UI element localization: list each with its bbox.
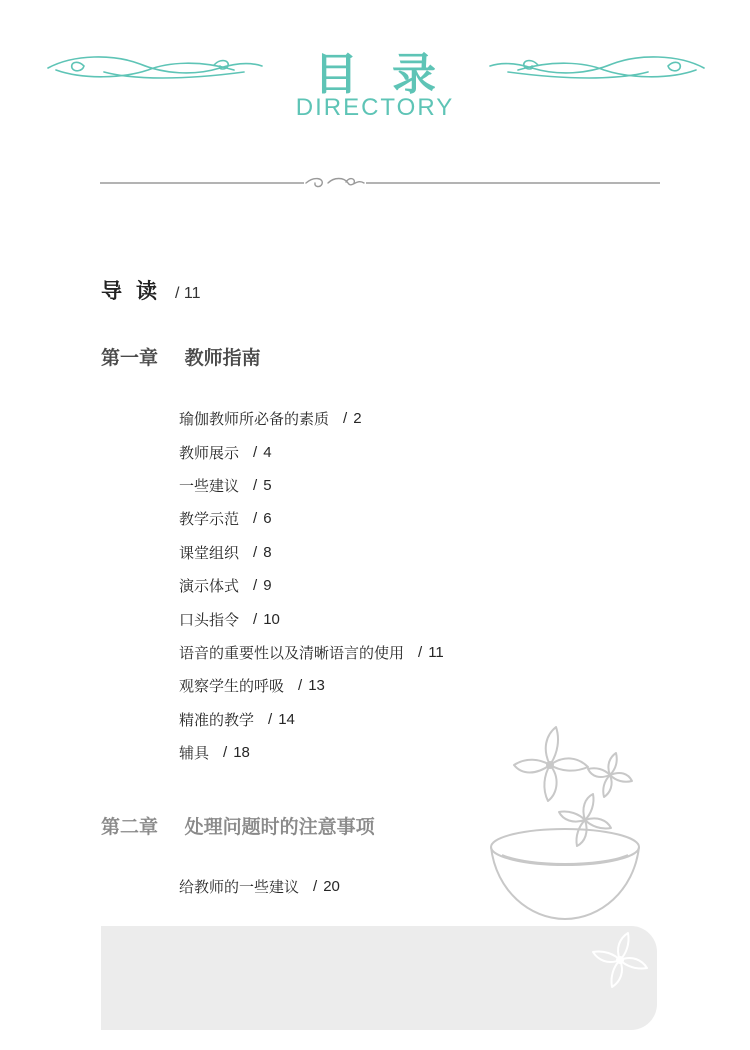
chapter-2-number: 第二章 [101, 816, 159, 838]
toc-item[interactable] [179, 870, 340, 903]
toc-item[interactable] [179, 536, 444, 569]
toc-separator: / [313, 878, 318, 896]
toc-item-page: 10 [263, 610, 280, 628]
section-divider [100, 170, 660, 196]
toc-item-page: 8 [263, 543, 272, 561]
chapter-1-section-list [179, 402, 444, 769]
chapter-2-section-list [179, 870, 340, 903]
toc-separator: / [253, 543, 258, 561]
toc-item[interactable] [179, 703, 444, 736]
chapter-2-heading[interactable] [101, 812, 375, 839]
intro-label: 导读 [101, 279, 171, 303]
chapter-1-heading[interactable] [101, 343, 261, 370]
chapter-1-number: 第一章 [101, 347, 159, 369]
toc-item[interactable] [179, 569, 444, 602]
flower-bowl-illustration [480, 715, 650, 925]
toc-item[interactable] [179, 469, 444, 502]
toc-separator: / [343, 410, 348, 428]
bottom-decorative-panel [101, 926, 657, 1030]
toc-item-title: 一些建议 [179, 476, 240, 495]
toc-item-page: 18 [233, 744, 250, 762]
toc-separator: / [253, 510, 258, 528]
toc-item-title: 辅具 [179, 744, 210, 763]
toc-item-title: 精准的教学 [179, 710, 255, 729]
toc-item-title: 课堂组织 [179, 543, 240, 562]
toc-item-page: 11 [428, 643, 444, 661]
toc-item-title: 演示体式 [179, 577, 240, 596]
toc-item-page: 5 [263, 476, 272, 494]
toc-item-title: 教学示范 [179, 510, 240, 529]
toc-item[interactable] [179, 402, 444, 435]
toc-separator: / [298, 677, 303, 695]
toc-item[interactable] [179, 736, 444, 769]
toc-item-title: 口头指令 [179, 610, 240, 629]
chapter-1-title: 教师指南 [184, 347, 261, 369]
toc-intro-entry[interactable] [101, 275, 201, 305]
chapter-2-title: 处理问题时的注意事项 [184, 816, 375, 838]
toc-separator: / [253, 443, 258, 461]
toc-separator: / [223, 744, 228, 762]
toc-item-page: 2 [353, 410, 362, 428]
panel-flower-ornament [585, 925, 655, 995]
intro-page-number: / 11 [175, 285, 201, 302]
toc-item-title: 观察学生的呼吸 [179, 677, 285, 696]
toc-item[interactable] [179, 502, 444, 535]
toc-separator: / [253, 577, 258, 595]
toc-item-title: 瑜伽教师所必备的素质 [179, 410, 330, 429]
toc-item-title: 语音的重要性以及清晰语言的使用 [179, 643, 405, 662]
toc-item-page: 9 [263, 577, 272, 595]
toc-separator: / [268, 710, 273, 728]
toc-item-page: 14 [278, 710, 295, 728]
page-title: 目录 [314, 49, 470, 100]
toc-separator: / [418, 643, 423, 661]
toc-item[interactable] [179, 636, 444, 669]
toc-item-title: 给教师的一些建议 [179, 878, 300, 897]
toc-item[interactable] [179, 602, 444, 635]
toc-item-page: 20 [323, 878, 340, 896]
toc-item-page: 4 [263, 443, 272, 461]
page-subtitle: DIRECTORY [295, 94, 455, 121]
toc-item-page: 13 [308, 677, 325, 695]
toc-separator: / [253, 610, 258, 628]
toc-item-page: 6 [263, 510, 272, 528]
toc-item-title: 教师展示 [179, 443, 240, 462]
toc-separator: / [253, 476, 258, 494]
toc-item[interactable] [179, 435, 444, 468]
toc-item[interactable] [179, 669, 444, 702]
